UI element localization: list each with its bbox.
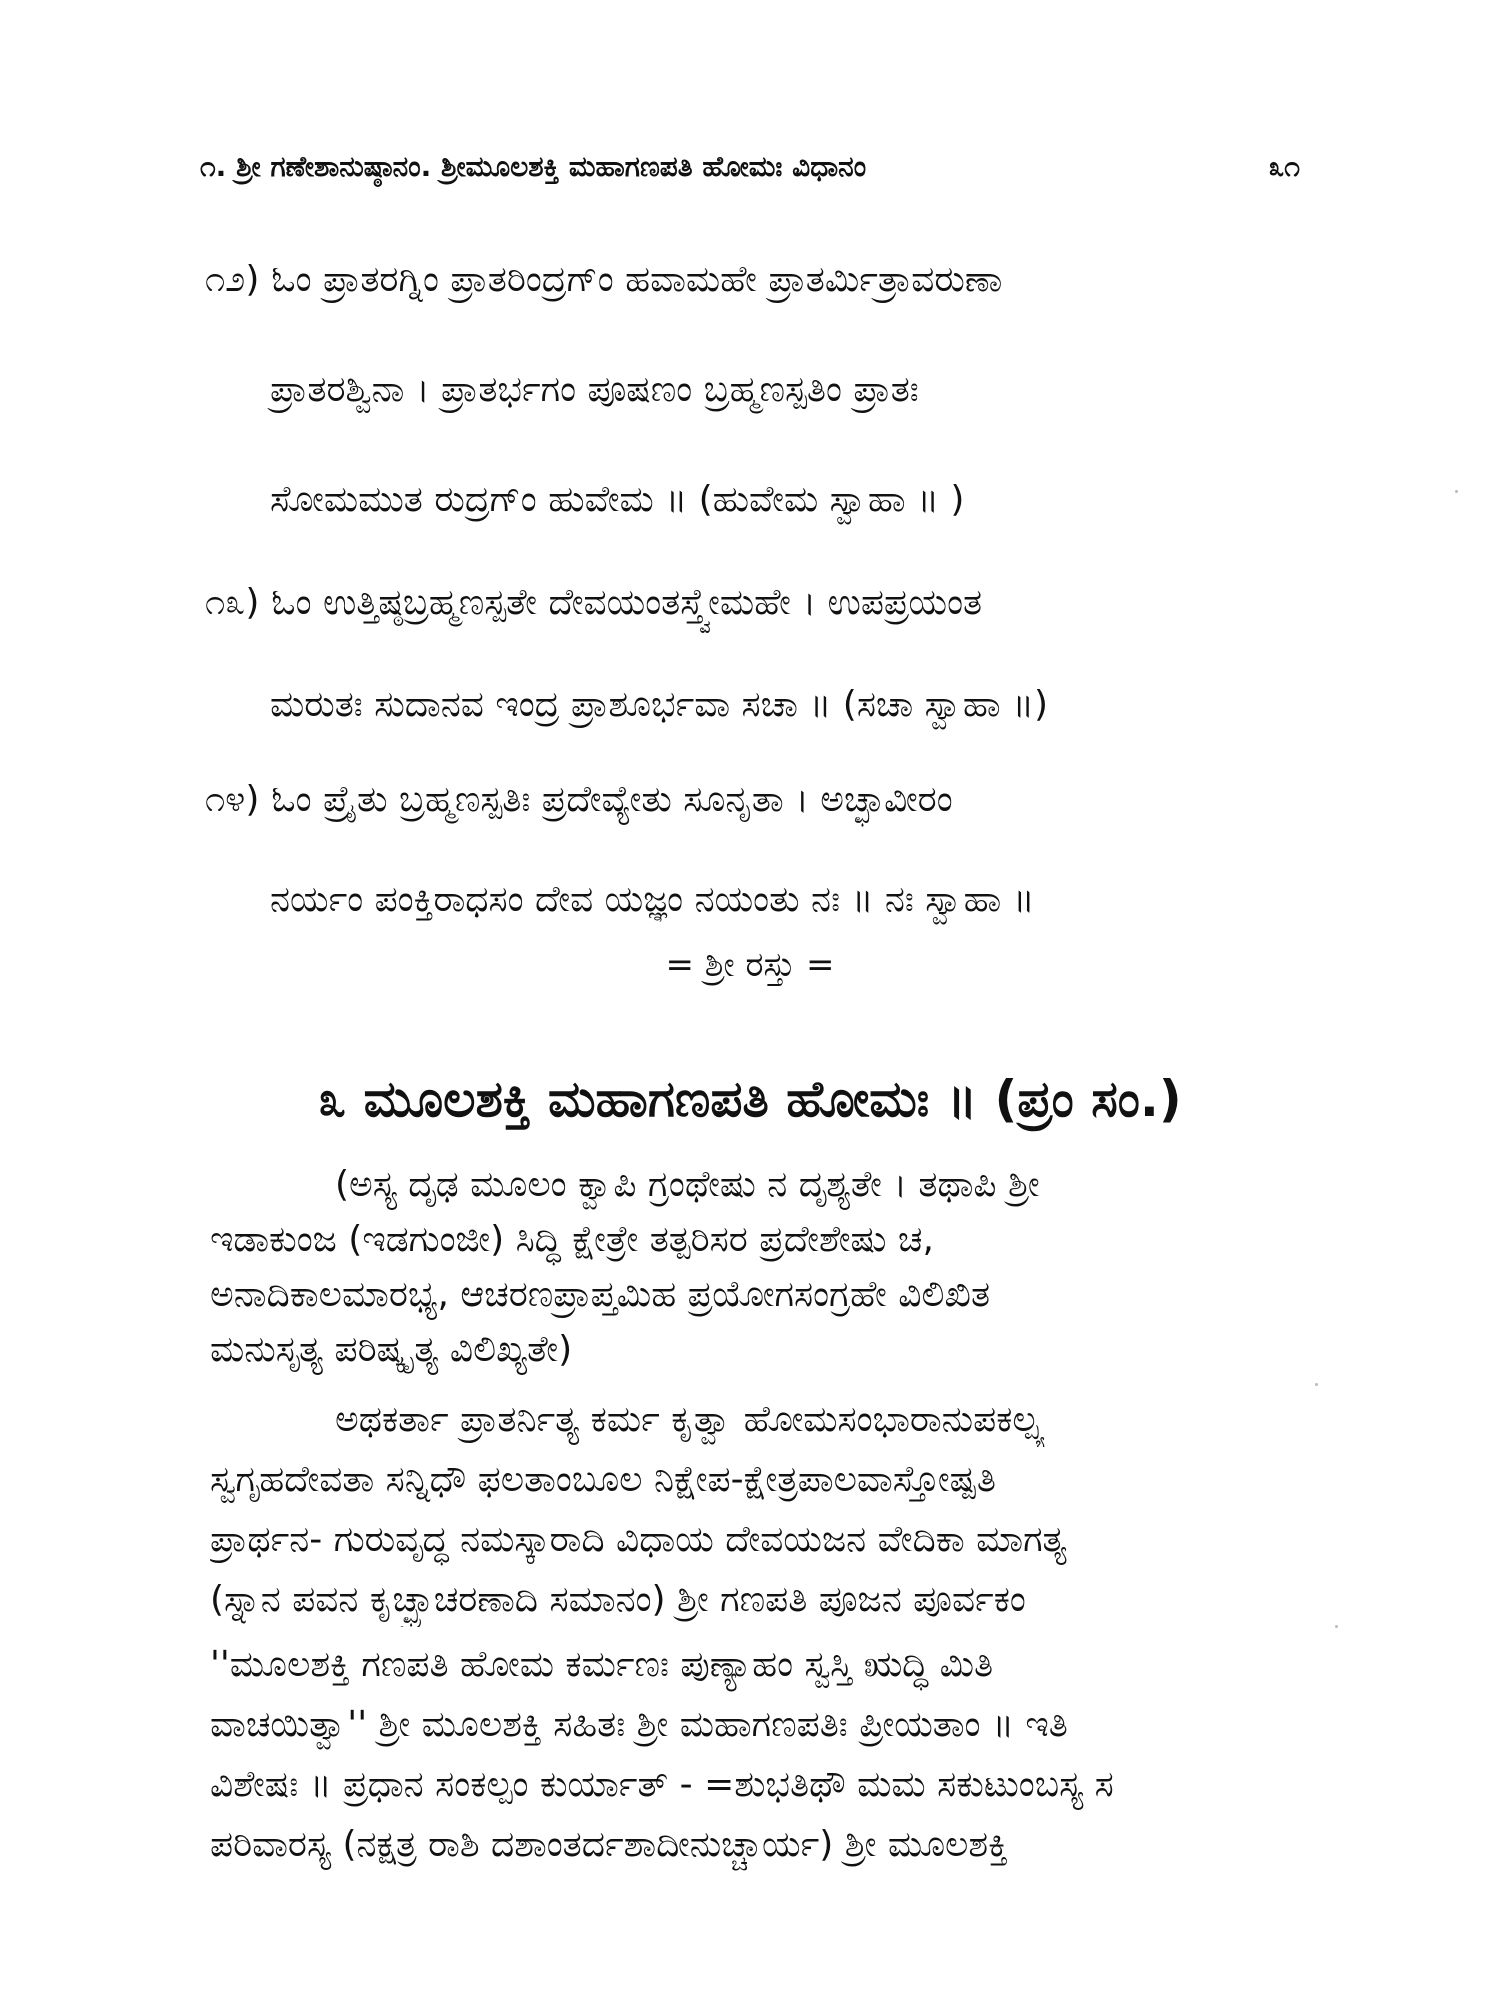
page-number: ೩೧ — [1268, 150, 1300, 183]
para1-line-2: ಇಡಾಕುಂಜ (ಇಡಗುಂಜೀ) ಸಿದ್ಧಿ ಕ್ಷೇತ್ರೇ ತತ್ಪರಿಸರ ಪ್ರದೇಶೇಷು ಚ, — [210, 1219, 934, 1260]
verse-12-line-3: ಸೋಮಮುತ ರುದ್ರಗ್ಂ ಹುವೇಮ ॥ (ಹುವೇಮ ಸ್ವಾಹಾ ॥ ) — [270, 479, 965, 520]
verse-number: ೧೨) — [205, 259, 260, 300]
para2-line-1: ಅಥಕರ್ತಾ ಪ್ರಾತರ್ನಿತ್ಯ ಕರ್ಮ ಕೃತ್ವಾ ಹೋಮಸಂಭಾರಾನುಪಕಲ್ಪ್ಯ — [335, 1399, 1045, 1440]
verse-14-line-1 — [205, 775, 953, 825]
verse-text: ಓಂ ಪ್ರೈತು ಬ್ರಹ್ಮಣಸ್ಪತಿಃ ಪ್ರದೇವ್ಯೇತು ಸೂನೃತಾ । ಅಚ್ಛಾವೀರಂ — [271, 779, 953, 820]
verse-12-line-2: ಪ್ರಾತರಶ್ವಿನಾ । ಪ್ರಾತರ್ಭಗಂ ಪೂಷಣಂ ಬ್ರಹ್ಮಣಸ್ಪತಿಂ ಪ್ರಾತಃ — [270, 369, 919, 410]
verse-13-line-2: ಮರುತಃ ಸುದಾನವ ಇಂದ್ರ ಪ್ರಾಶೂರ್ಭವಾ ಸಚಾ ॥ (ಸಚಾ ಸ್ವಾಹಾ ॥) — [270, 684, 1049, 725]
verse-number: ೧೪) — [205, 779, 260, 820]
verse-12-line-1 — [205, 255, 1002, 305]
para2-line-4: (ಸ್ನಾನ ಪವನ ಕೃಚ್ಛ್ರಾಚರಣಾದಿ ಸಮಾನಂ) ಶ್ರೀ ಗಣಪತಿ ಪೂಜನ ಪೂರ್ವಕಂ — [210, 1579, 1026, 1620]
section-title: ೩ ಮೂಲಶಕ್ತಿ ಮಹಾಗಣಪತಿ ಹೋಮಃ ॥ (ಪ್ರಂ ಸಂ.) — [318, 1070, 1182, 1128]
para2-line-5: ''ಮೂಲಶಕ್ತಿ ಗಣಪತಿ ಹೋಮ ಕರ್ಮಣಃ ಪುಣ್ಯಾಹಂ ಸ್ವಸ್ತಿ ಋದ್ಧಿ ಮಿತಿ — [210, 1644, 994, 1685]
para2-line-7: ವಿಶೇಷಃ ॥ ಪ್ರಧಾನ ಸಂಕಲ್ಪಂ ಕುರ್ಯಾತ್ - =ಶುಭತಿಥೌ ಮಮ ಸಕುಟುಂಬಸ್ಯ ಸ — [210, 1764, 1114, 1805]
para1-line-1: (ಅಸ್ಯ ದೃಢ ಮೂಲಂ ಕ್ವಾಪಿ ಗ್ರಂಥೇಷು ನ ದೃಶ್ಯತೇ । ತಥಾಪಿ ಶ್ರೀ — [335, 1164, 1040, 1205]
para2-line-8: ಪರಿವಾರಸ್ಯ (ನಕ್ಷತ್ರ ರಾಶಿ ದಶಾಂತರ್ದಶಾದೀನುಚ್ಚಾರ್ಯ) ಶ್ರೀ ಮೂಲಶಕ್ತಿ — [210, 1824, 1008, 1865]
para1-line-3: ಅನಾದಿಕಾಲಮಾರಭ್ಯ, ಆಚರಣಪ್ರಾಪ್ತಮಿಹ ಪ್ರಯೋಗಸಂಗ್ರಹೇ ವಿಲಿಖಿತ — [210, 1274, 991, 1315]
para2-line-6: ವಾಚಯಿತ್ವಾ'' ಶ್ರೀ ಮೂಲಶಕ್ತಿ ಸಹಿತಃ ಶ್ರೀ ಮಹಾಗಣಪತಿಃ ಪ್ರೀಯತಾಂ ॥ ಇತಿ — [210, 1704, 1068, 1745]
verse-number: ೧೩) — [205, 582, 260, 623]
scan-speck — [1455, 490, 1458, 493]
closing-benediction: = ಶ್ರೀ ರಸ್ತು = — [665, 945, 835, 985]
header-title: ೧. ಶ್ರೀ ಗಣೇಶಾನುಷ್ಠಾನಂ. ಶ್ರೀಮೂಲಶಕ್ತಿ ಮಹಾಗಣಪತಿ ಹೋಮಃ ವಿಧಾನಂ — [200, 150, 867, 183]
verse-13-line-1 — [205, 578, 982, 628]
verse-text: ಓಂ ಉತ್ತಿಷ್ಠಬ್ರಹ್ಮಣಸ್ಪತೇ ದೇವಯಂತಸ್ತ್ವೇಮಹೇ । ಉಪಪ್ರಯಂತ — [271, 582, 983, 623]
scan-speck — [1335, 1625, 1338, 1628]
scan-speck — [1315, 1383, 1318, 1386]
verse-text: ಓಂ ಪ್ರಾತರಗ್ನಿಂ ಪ್ರಾತರಿಂದ್ರಗ್ಂ ಹವಾಮಹೇ ಪ್ರಾತರ್ಮಿತ್ರಾವರುಣಾ — [271, 259, 1003, 300]
verse-14-line-2: ನರ್ಯಂ ಪಂಕ್ತಿರಾಧಸಂ ದೇವ ಯಜ್ಞಂ ನಯಂತು ನಃ ॥ ನಃ ಸ್ವಾಹಾ ॥ — [270, 879, 1035, 920]
para2-line-2: ಸ್ವಗೃಹದೇವತಾ ಸನ್ನಿಧೌ ಫಲತಾಂಬೂಲ ನಿಕ್ಷೇಪ-ಕ್ಷೇತ್ರಪಾಲವಾಸ್ತೋಷ್ಪತಿ — [210, 1459, 997, 1500]
para1-line-4: ಮನುಸೃತ್ಯ ಪರಿಷ್ಕೃತ್ಯ ವಿಲಿಖ್ಯತೇ) — [210, 1329, 573, 1370]
running-header — [200, 150, 1300, 200]
para2-line-3: ಪ್ರಾರ್ಥನ- ಗುರುವೃದ್ಧ ನಮಸ್ಕಾರಾದಿ ವಿಧಾಯ ದೇವಯಜನ ವೇದಿಕಾ ಮಾಗತ್ಯ — [210, 1519, 1067, 1560]
